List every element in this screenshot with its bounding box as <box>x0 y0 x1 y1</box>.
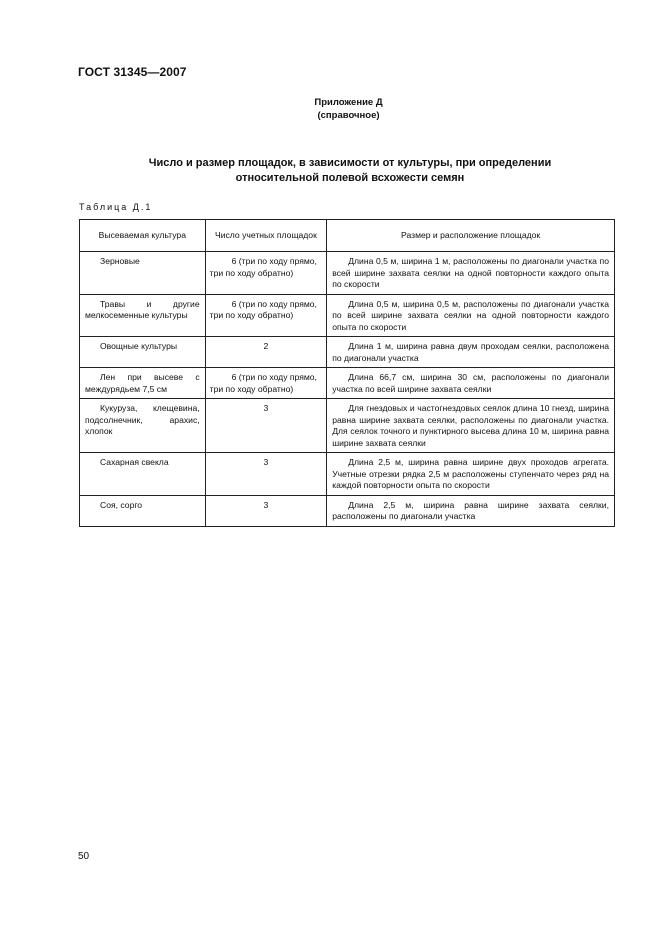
appendix-title: Приложение Д <box>314 97 383 108</box>
table-row <box>80 453 615 496</box>
cell-culture: Овощные культуры <box>80 337 206 368</box>
table-row <box>80 368 615 399</box>
header-plot-size: Размер и расположение площадок <box>327 220 615 252</box>
table-row <box>80 294 615 337</box>
cell-culture: Лен при высеве с междурядьем 7,5 см <box>80 368 206 399</box>
appendix-subtitle: (справочное) <box>317 110 380 121</box>
cell-plot-count: 3 <box>205 495 327 526</box>
header-plot-count: Число учетных площадок <box>205 220 327 252</box>
cell-culture: Соя, сорго <box>80 495 206 526</box>
cell-plot-description: Длина 1 м, ширина равна двум проходам сеялки, расположена по диагонали участка <box>327 337 615 368</box>
cell-plot-count: 2 <box>205 337 327 368</box>
cell-plot-count <box>205 252 327 295</box>
table-row <box>80 495 615 526</box>
header-culture: Высеваемая культура <box>80 220 206 252</box>
cell-plot-description: Длина 2,5 м, ширина равна ширине захвата сеялки, расположены по диагонали участка <box>327 495 615 526</box>
cell-plot-count-text: 6 (три по ходу прямо, три по ходу обратно) <box>209 372 317 394</box>
cell-plot-description: Длина 0,5 м, ширина 1 м, расположены по диагонали участка по всей ширине захвата сеялки на одной повторности каждого опыта по скорости <box>327 252 615 295</box>
table-row <box>80 337 615 368</box>
cell-plot-count <box>205 368 327 399</box>
table-caption: Таблица Д.1 <box>79 202 153 212</box>
cell-plot-count <box>205 294 327 337</box>
document-code: ГОСТ 31345—2007 <box>78 65 187 79</box>
cell-culture: Зерновые <box>80 252 206 295</box>
cell-plot-count-text: 6 (три по ходу прямо, три по ходу обратно) <box>209 256 317 278</box>
page-number: 50 <box>78 851 90 862</box>
cell-plot-count-text: 6 (три по ходу прямо, три по ходу обратно) <box>209 298 317 320</box>
table-row <box>80 399 615 453</box>
appendix-heading <box>0 96 661 122</box>
cell-plot-description: Длина 2,5 м, ширина равна ширине двух проходов агрегата. Учетные отрезки рядка 2,5 м расположены ступенчато через ряд на каждой повторности опыта по скорости <box>327 453 615 496</box>
cell-culture: Травы и другие мелкосеменные культуры <box>80 294 206 337</box>
section-title-line-2: относительной полевой всхожести семян <box>235 172 465 184</box>
table-header-row <box>80 220 615 252</box>
cell-plot-count: 3 <box>205 453 327 496</box>
cell-culture: Кукуруза, клещевина, подсолнечник, арахис, хлопок <box>80 399 206 453</box>
cell-plot-description: Для гнездовых и частогнездовых сеялок длина 10 гнезд, ширина равна ширине захвата сеялки, расположены по диагонали участка. Для сеялок точного и пунктирного высева длина 10 м, ширина равна ширине захвата сеялки <box>327 399 615 453</box>
section-title <box>130 156 570 186</box>
cell-culture: Сахарная свекла <box>80 453 206 496</box>
cell-plot-count: 3 <box>205 399 327 453</box>
seeding-plots-table <box>79 219 615 527</box>
section-title-line-1: Число и размер площадок, в зависимости от культуры, при определении <box>148 157 552 169</box>
cell-plot-description: Длина 66,7 см, ширина 30 см, расположены по диагонали участка по всей ширине захвата сеялки <box>327 368 615 399</box>
cell-plot-description: Длина 0,5 м, ширина 0,5 м, расположены по диагонали участка по всей ширине захвата сеялки на одной повторности каждого опыта по скорости <box>327 294 615 337</box>
table-row <box>80 252 615 295</box>
